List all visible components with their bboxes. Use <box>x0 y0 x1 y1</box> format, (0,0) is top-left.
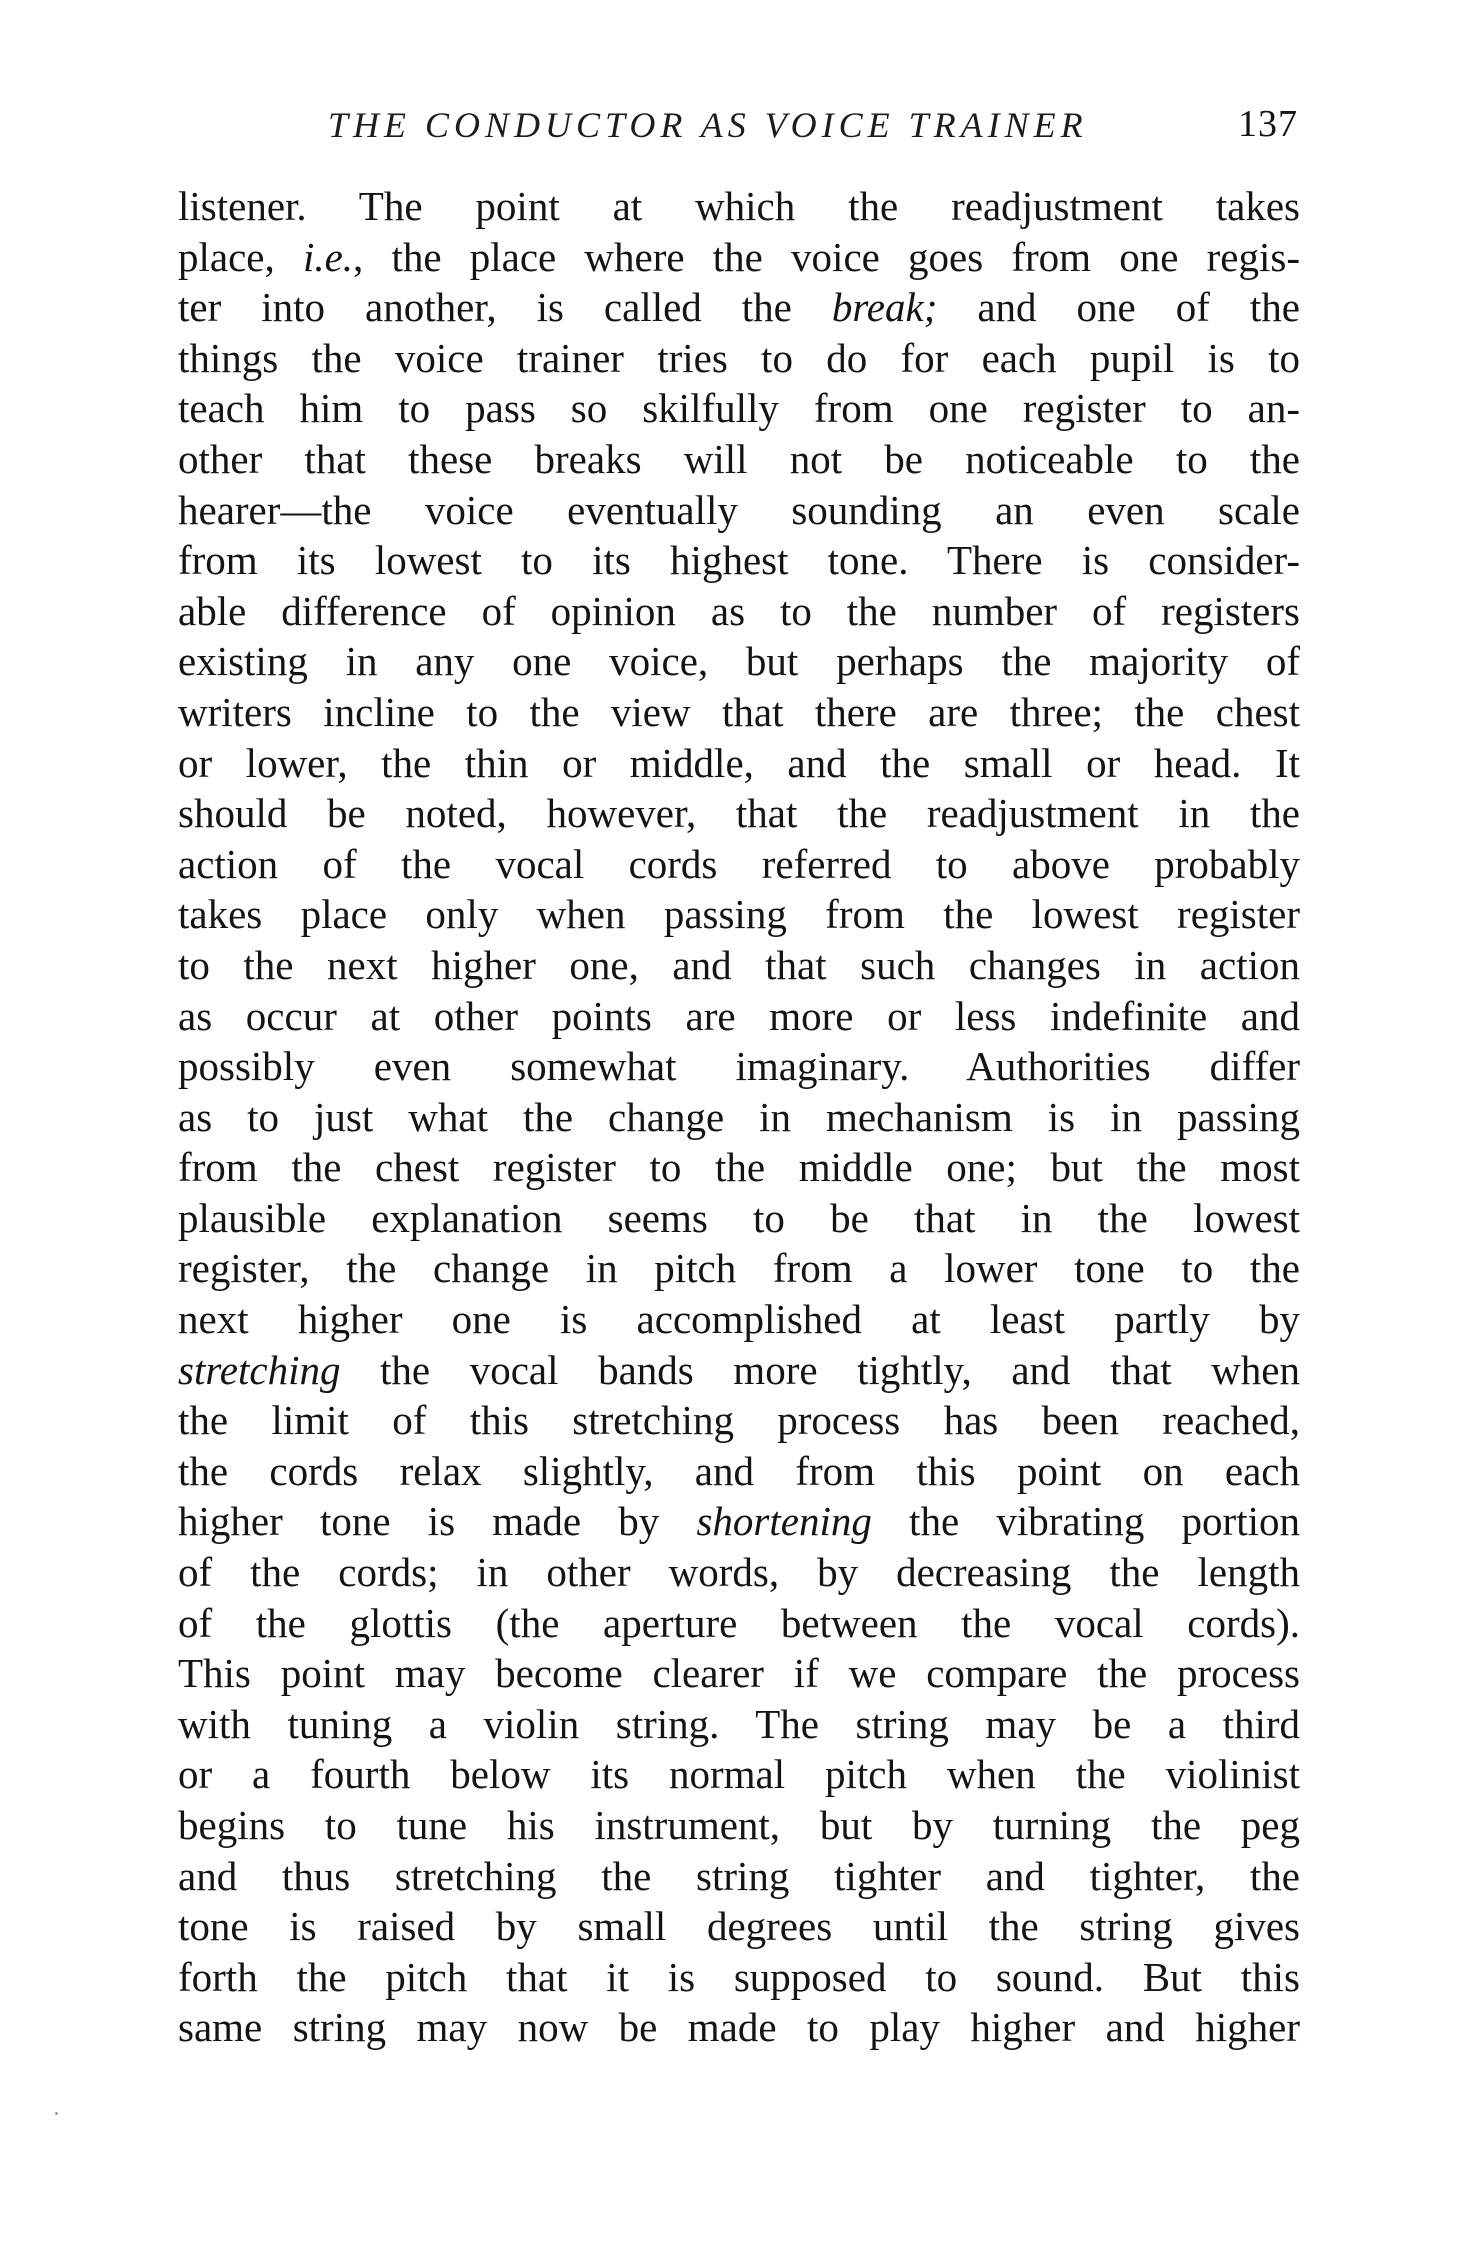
text-line <box>178 839 1300 890</box>
text-run: the limit of this stretching process has been reached, <box>178 1397 1300 1444</box>
text-line <box>178 333 1300 384</box>
text-run: with tuning a violin string. The string may be a third <box>178 1700 1300 1747</box>
text-line <box>178 1699 1300 1750</box>
text-run: the cords relax slightly, and from this point on each <box>178 1447 1300 1494</box>
text-line <box>178 535 1300 586</box>
text-line <box>178 383 1300 434</box>
text-run: forth the pitch that it is supposed to sound. But this <box>178 1953 1300 2000</box>
text-run: tone is raised by small degrees until the string gives <box>178 1903 1300 1950</box>
text-run: This point may become clearer if we compare the process <box>178 1650 1300 1697</box>
text-run: or a fourth below its normal pitch when the violinist <box>178 1751 1300 1798</box>
text-run: able difference of opinion as to the number of registers <box>178 587 1300 634</box>
text-line <box>178 1345 1300 1396</box>
text-run: register, the change in pitch from a lower tone to the <box>178 1245 1300 1292</box>
text-run: writers incline to the view that there are three; the chest <box>178 688 1300 735</box>
text-line <box>178 1547 1300 1598</box>
text-line <box>178 687 1300 738</box>
text-run: as occur at other points are more or less indefinite and <box>178 992 1300 1039</box>
italic-text: stretching <box>178 1346 341 1393</box>
text-run: should be noted, however, that the readjustment in the <box>178 790 1300 837</box>
text-line <box>178 636 1300 687</box>
text-run: and one of the <box>937 284 1300 331</box>
text-run: hearer—the voice eventually sounding an even scale <box>178 486 1300 533</box>
text-run: action of the vocal cords referred to above probably <box>178 840 1300 887</box>
text-run: , the place where the voice goes from one regis- <box>353 233 1301 280</box>
text-line <box>178 1648 1300 1699</box>
text-line <box>178 1851 1300 1902</box>
text-run: the vocal bands more tightly, and that when <box>340 1346 1300 1393</box>
text-line <box>178 1294 1300 1345</box>
text-run: ter into another, is called the <box>178 284 832 331</box>
text-line <box>178 181 1300 232</box>
text-line <box>178 1496 1300 1547</box>
text-line <box>178 1193 1300 1244</box>
text-line <box>178 1041 1300 1092</box>
text-line <box>178 2002 1300 2053</box>
text-line <box>178 434 1300 485</box>
text-line <box>178 1800 1300 1851</box>
page-number: 137 <box>1238 103 1298 145</box>
text-line <box>178 1952 1300 2003</box>
text-line <box>178 1901 1300 1952</box>
text-run: from its lowest to its highest tone. There is consider- <box>178 537 1300 584</box>
text-line <box>178 1395 1300 1446</box>
text-line <box>178 282 1300 333</box>
text-line <box>178 485 1300 536</box>
text-line <box>178 1446 1300 1497</box>
italic-text: break; <box>831 284 938 331</box>
running-header <box>178 96 1298 156</box>
italic-text: shortening <box>696 1498 872 1545</box>
italic-text: i.e. <box>302 233 354 280</box>
text-line <box>178 738 1300 789</box>
text-line <box>178 1142 1300 1193</box>
text-run: listener. The point at which the readjustment takes <box>178 183 1300 229</box>
text-line <box>178 586 1300 637</box>
text-run: of the cords; in other words, by decreasing the length <box>178 1549 1300 1596</box>
text-line <box>178 788 1300 839</box>
text-run: to the next higher one, and that such changes in action <box>178 941 1300 988</box>
text-run: or lower, the thin or middle, and the small or head. It <box>178 739 1300 786</box>
text-line <box>178 940 1300 991</box>
text-line <box>178 991 1300 1042</box>
text-run: possibly even somewhat imaginary. Authorities differ <box>178 1043 1300 1090</box>
text-line <box>178 1092 1300 1143</box>
body-text <box>178 181 1300 2053</box>
text-run: the vibrating portion <box>871 1498 1300 1545</box>
text-run: begins to tune his instrument, but by turning the peg <box>178 1802 1300 1848</box>
text-run: other that these breaks will not be noticeable to the <box>178 435 1300 482</box>
text-run: and thus stretching the string tighter and tighter, the <box>178 1852 1300 1899</box>
text-run: takes place only when passing from the lowest register <box>178 891 1300 938</box>
text-run: teach him to pass so skilfully from one register to an- <box>178 385 1300 432</box>
text-run: higher tone is made by <box>178 1498 697 1545</box>
text-line <box>178 232 1300 283</box>
page-speck <box>55 2112 58 2115</box>
text-run: next higher one is accomplished at least partly by <box>178 1296 1300 1343</box>
text-run: from the chest register to the middle one; but the most <box>178 1144 1300 1191</box>
text-run: plausible explanation seems to be that in the lowest <box>178 1194 1300 1241</box>
text-run: things the voice trainer tries to do for each pupil is to <box>178 334 1300 381</box>
text-line <box>178 889 1300 940</box>
text-run: of the glottis (the aperture between the vocal cords). <box>178 1599 1300 1646</box>
text-run: existing in any one voice, but perhaps the majority of <box>178 638 1300 685</box>
text-run: place, <box>178 233 303 280</box>
text-run: same string may now be made to play higher and higher <box>178 2004 1300 2051</box>
text-run: as to just what the change in mechanism is in passing <box>178 1093 1300 1140</box>
text-line <box>178 1243 1300 1294</box>
running-title: THE CONDUCTOR AS VOICE TRAINER <box>328 105 1088 145</box>
text-line <box>178 1598 1300 1649</box>
text-line <box>178 1749 1300 1800</box>
